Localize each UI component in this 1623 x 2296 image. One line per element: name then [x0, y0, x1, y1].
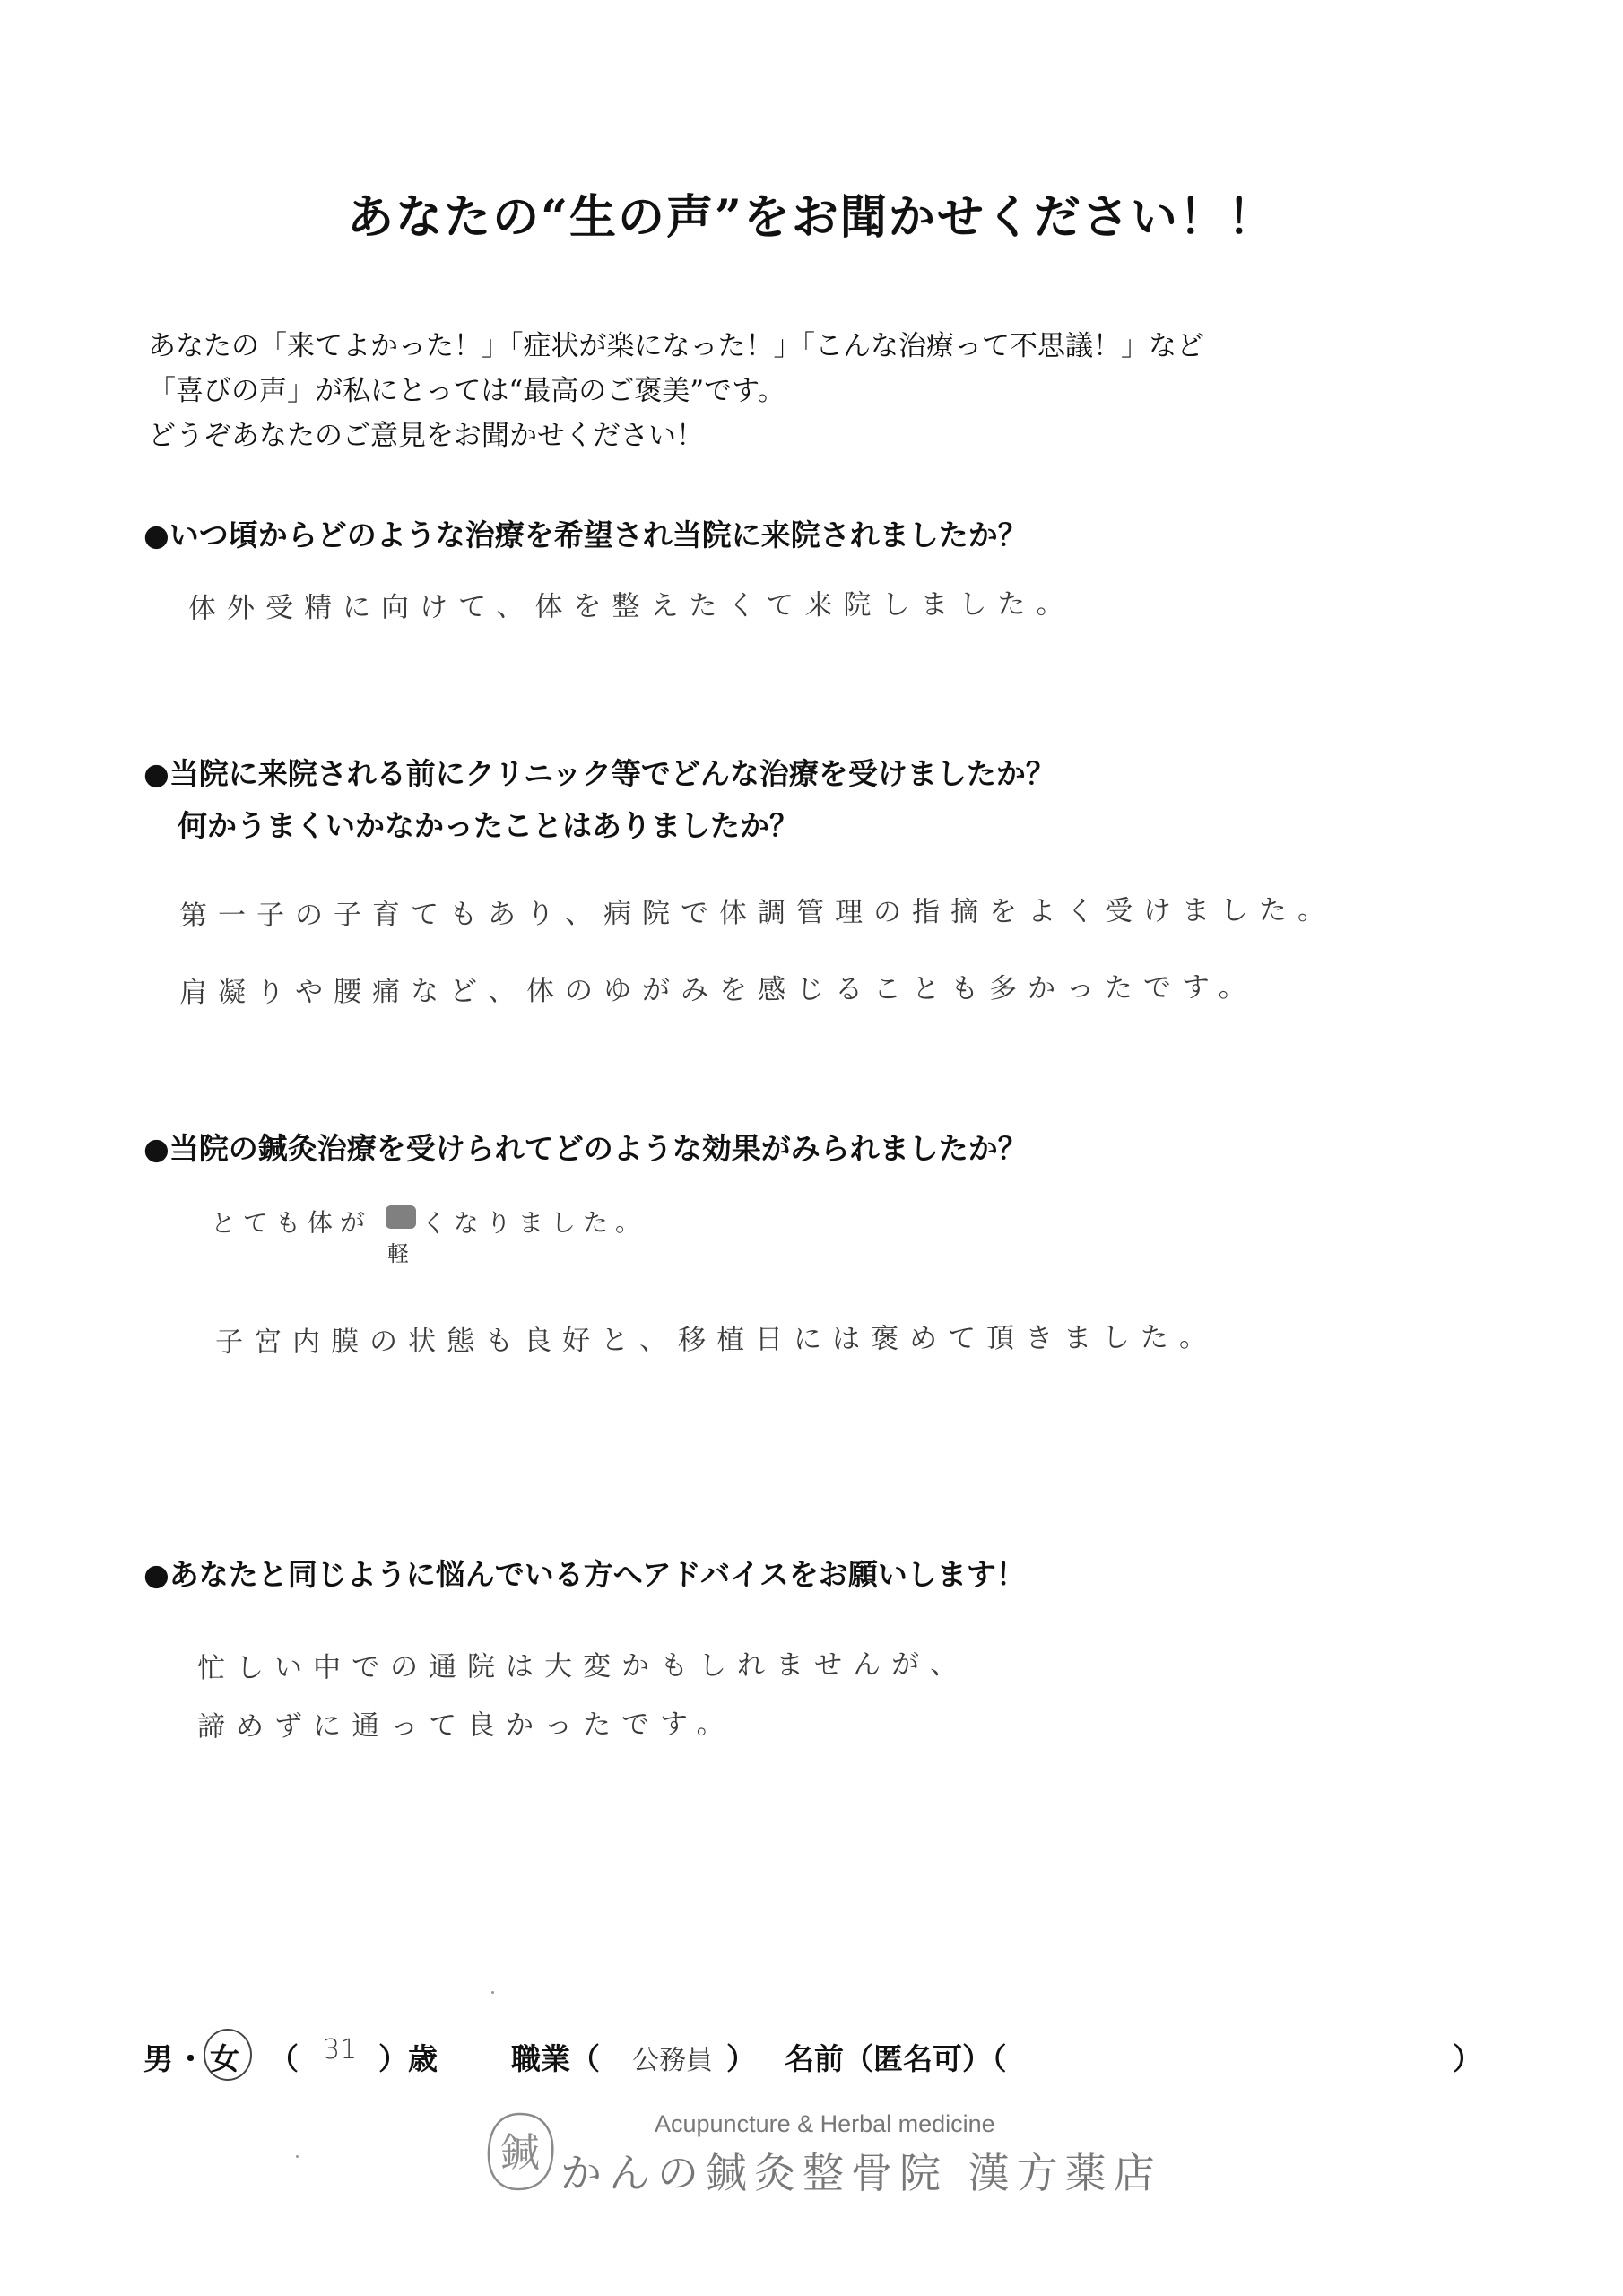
name-label: 名前（匿名可）（ [785, 2041, 1007, 2076]
intro-line-1: あなたの「来てよかった！」「症状が楽になった！」「こんな治療って不思議！」など [148, 330, 1204, 362]
clinic-english-name: Acupuncture & Herbal medicine [655, 2110, 995, 2137]
question-4: ●あなたと同じように悩んでいる方へアドバイスをお願いします！ [143, 1557, 1026, 1592]
male-option: 男 [143, 2041, 173, 2076]
paper-speck [296, 2155, 299, 2158]
question-1: ●いつ頃からどのような治療を希望され当院に来院されましたか？ [143, 517, 1028, 552]
answer-3-correction: 軽 [387, 1241, 411, 1266]
clinic-seal-icon [484, 2110, 556, 2193]
intro-line-2: 「喜びの声」が私にとっては“最高のご褒美”です。 [148, 375, 785, 407]
question-2-line-2: 何かうまくいかなかったことはありましたか？ [178, 808, 799, 843]
answer-1: 体外受精に向けて、体を整えたくて来院しました。 [187, 587, 1075, 625]
age-label: ）歳 [378, 2041, 438, 2076]
age-open: （ [269, 2041, 299, 2076]
age-value: 31 [323, 2034, 358, 2066]
selected-circle-mark [204, 2029, 252, 2081]
answer-4-line-1: 忙しい中での通院は大変かもしれませんが、 [196, 1648, 969, 1685]
answer-4-line-2: 諦めずに通って良かったです。 [196, 1708, 735, 1744]
answer-2-line-1: 第一子の子育てもあり、病院で体調管理の指摘をよく受けました。 [178, 893, 1337, 933]
question-3: ●当院の鍼灸治療を受けられてどのような効果がみられましたか？ [143, 1131, 1028, 1166]
occupation-value: 公務員 [632, 2045, 713, 2076]
respondent-info [143, 2029, 1542, 2083]
question-2-line-1: ●当院に来院される前にクリニック等でどんな治療を受けましたか？ [143, 756, 1055, 791]
crossed-out-word [386, 1205, 416, 1229]
answer-3-line-1-start: とても体が [210, 1207, 373, 1239]
separator: ・ [176, 2041, 205, 2076]
question-2 [143, 748, 1488, 852]
intro-line-3: どうぞあなたのご意見をお聞かせください！ [148, 420, 704, 452]
paper-speck [491, 1991, 494, 1994]
answer-2-line-2: 肩凝りや腰痛など、体のゆがみを感じることも多かったです。 [178, 970, 1257, 1010]
page-title: あなたの“生の声”をお聞かせください！！ [347, 190, 1276, 245]
clinic-japanese-name: かんの鍼灸整骨院 漢方薬店 [560, 2149, 1162, 2197]
name-close: ） [1453, 2041, 1482, 2076]
answer-3-line-2: 子宮内膜の状態も良好と、移植日には褒めて頂きました。 [214, 1321, 1219, 1359]
occupation-label: 職業（ [511, 2041, 600, 2076]
clinic-logo [475, 2103, 1162, 2202]
occupation-close: ） [726, 2041, 756, 2076]
answer-3-line-1-end: くなりました。 [421, 1207, 648, 1239]
female-option: 女 [210, 2041, 239, 2076]
svg-text:鍼: 鍼 [500, 2130, 540, 2176]
